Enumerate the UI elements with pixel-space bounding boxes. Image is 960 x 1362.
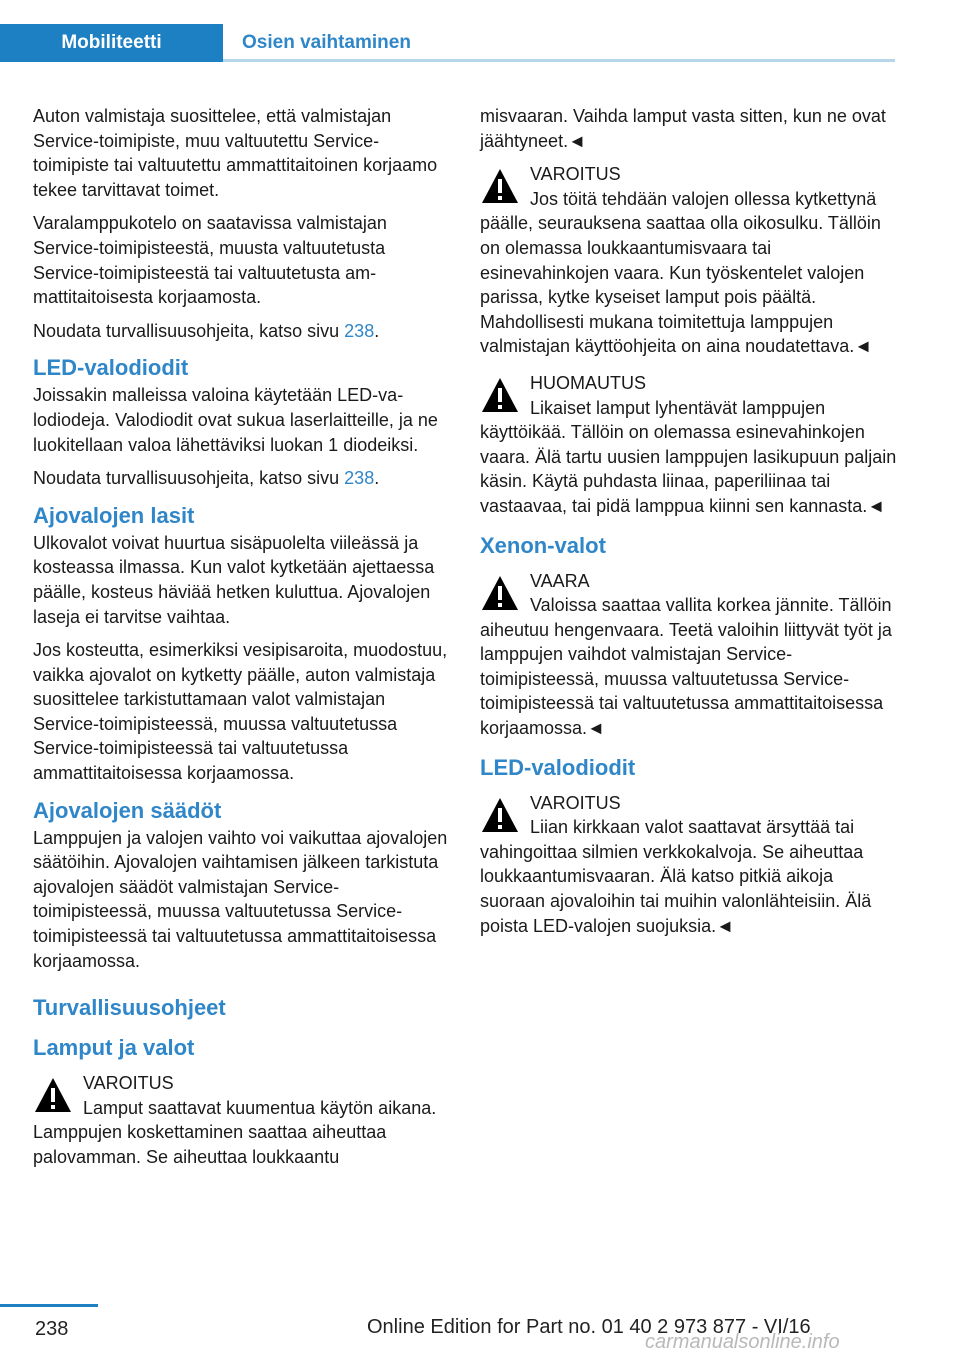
paragraph: Lamppujen ja valojen vaihto voi vaikuttaa ajovalojen säätöihin. Ajovalojen vaihtamisen jälkeen tarkistuta ajovalojen säädöt valmistajan Service-toimipisteessä, muussa valtuutetussa Service-toimipisteessä tai valtuutetussa ammattitaitoisessa korjaamossa.: [33, 827, 448, 971]
edition-note: Online Edition for Part no. 01 40 2 973 877 - VI/16: [367, 1316, 811, 1338]
warning-title: VAROITUS: [530, 164, 621, 185]
paragraph: Noudata turvallisuusohjeita, katso sivu 238.: [33, 468, 380, 489]
page-header: [0, 0, 895, 62]
warning-text: Jos töitä tehdään valojen ollessa kytkettynä päälle, seurauksena saattaa olla oikosulku. Tällöin on olemassa loukkaantumisvaara tai esinevahinkojen vaara. Kun työskentelet valojen parissa, kytke kyseiset lamput pois päältä. Mahdollisesti mukana toimitettuja lamppujen valmistajan käyttöohjeita on aina noudatettava.◄: [480, 188, 881, 357]
section-tab[interactable]: Osien vaihtaminen: [242, 32, 411, 53]
warning-text: Likaiset lamput lyhentävät lamppujen käyttöikää. Tällöin on olemassa esinevahinkojen vaara. Älä tartu uusien lamppujen lasikupuun paljain käsin. Käytä puhdasta liinaa, paperiliinaa tai vastaavaa, tai pidä lamppua kiinni sen kannasta.◄: [480, 397, 897, 516]
paragraph: Jos kosteutta, esimerkiksi vesipisaroita, muodostuu, vaikka ajovalot on kytketty päälle, auton valmistaja suosittelee tarkistuttamaan valot valmistajan Service-toimipisteessä, muussa valtuutetussa Service-toimipisteessä tai valtuutetussa ammattitaitoisessa korjaamossa.: [33, 640, 448, 784]
page-link[interactable]: 238: [344, 320, 375, 341]
warning-block: [480, 569, 900, 741]
warning-text: Liian kirkkaan valot saattavat ärsyttää tai vahingoittaa silmien verkkokalvoja. Se aiheuttaa loukkaantumisvaaran. Älä katso pitkiä aikoja suoraan ajovaloihin tai muihin valonlähteisiin. Älä poista LED-valojen suojuksia.◄: [480, 817, 872, 936]
section-heading: Xenon-valot: [480, 532, 606, 558]
warning-triangle-icon: [480, 573, 520, 613]
paragraph-text: Noudata turvallisuusohjeita, katso sivu: [33, 468, 345, 489]
page-link[interactable]: 238: [344, 468, 375, 489]
paragraph: Joissakin malleissa valoina käytetään LED-valodiodeja. Valodiodit ovat sukua laserlaitteille, ja ne luokitellaan valoa lähettäviksi luokan 1 diodeiksi.: [33, 385, 438, 455]
warning-triangle-icon: [480, 166, 520, 206]
section-heading: LED-valodiodit: [33, 355, 189, 381]
paragraph: Auton valmistaja suosittelee, että valmistajan Service-toimipiste, muu valtuutettu Service-toimipiste tai valtuutettu ammattitaitoinen korjaamo tekee tarvittavat toimet.: [33, 106, 438, 200]
section-heading: Turvallisuusohjeet: [33, 995, 226, 1021]
warning-text: Valoissa saattaa vallita korkea jännite. Tällöin aiheutuu hengenvaara. Teetä valoihin liittyvät työt ja lamppujen vaihdot valmistajan Service-toimipisteessä, muussa valtuutetussa Service-toimipisteessä tai valtuutetussa ammattitaitoisessa korjaamossa.◄: [480, 595, 892, 739]
left-column: [33, 104, 451, 1182]
paragraph: misvaaran. Vaihda lamput vasta sitten, kun ne ovat jäähtyneet.◄: [480, 106, 886, 151]
warning-block: [480, 371, 900, 519]
warning-block: [480, 162, 900, 359]
warning-block: [33, 1071, 451, 1169]
section-heading: Ajovalojen säädöt: [33, 797, 222, 823]
warning-triangle-icon: [480, 375, 520, 415]
footer-rule: [0, 1304, 98, 1307]
paragraph-text: Noudata turvallisuusohjeita, katso sivu: [33, 320, 345, 341]
section-heading: LED-valodiodit: [480, 754, 636, 780]
page-number: 238: [35, 1318, 69, 1340]
warning-triangle-icon: [33, 1075, 73, 1115]
warning-triangle-icon: [480, 795, 520, 835]
warning-title: VAARA: [530, 570, 590, 591]
header-rule: [223, 59, 895, 62]
right-column: [480, 104, 900, 950]
paragraph: Varalamppukotelo on saatavissa valmistajan Service-toimipisteestä, muusta valtuutetusta Service-toimipisteestä tai valtuutetusta ammattitaitoisesta korjaamosta.: [33, 213, 387, 308]
warning-block: [480, 791, 900, 939]
paragraph: Ulkovalot voivat huurtua sisäpuolelta viileässä ja kosteassa ilmassa. Kun valot kytketään ajettaessa päälle, kosteus häviää hetken kuluttua. Ajovalojen laseja ei tarvitse vaihtaa.: [33, 532, 435, 627]
section-heading: Ajovalojen lasit: [33, 502, 195, 528]
warning-text: Lamput saattavat kuumentua käytön aikana. Lamppujen koskettaminen saattaa aiheuttaa palovamman. Se aiheuttaa loukkaantu: [33, 1097, 437, 1167]
subsection-heading: Lamput ja valot: [33, 1035, 195, 1061]
chapter-tab[interactable]: Mobiliteetti: [0, 24, 223, 62]
warning-title: VAROITUS: [530, 792, 621, 813]
watermark: carmanualsonline.info: [645, 1331, 840, 1353]
paragraph: Noudata turvallisuusohjeita, katso sivu 238.: [33, 320, 380, 341]
warning-title: VAROITUS: [83, 1073, 174, 1094]
warning-title: HUOMAUTUS: [530, 372, 646, 393]
